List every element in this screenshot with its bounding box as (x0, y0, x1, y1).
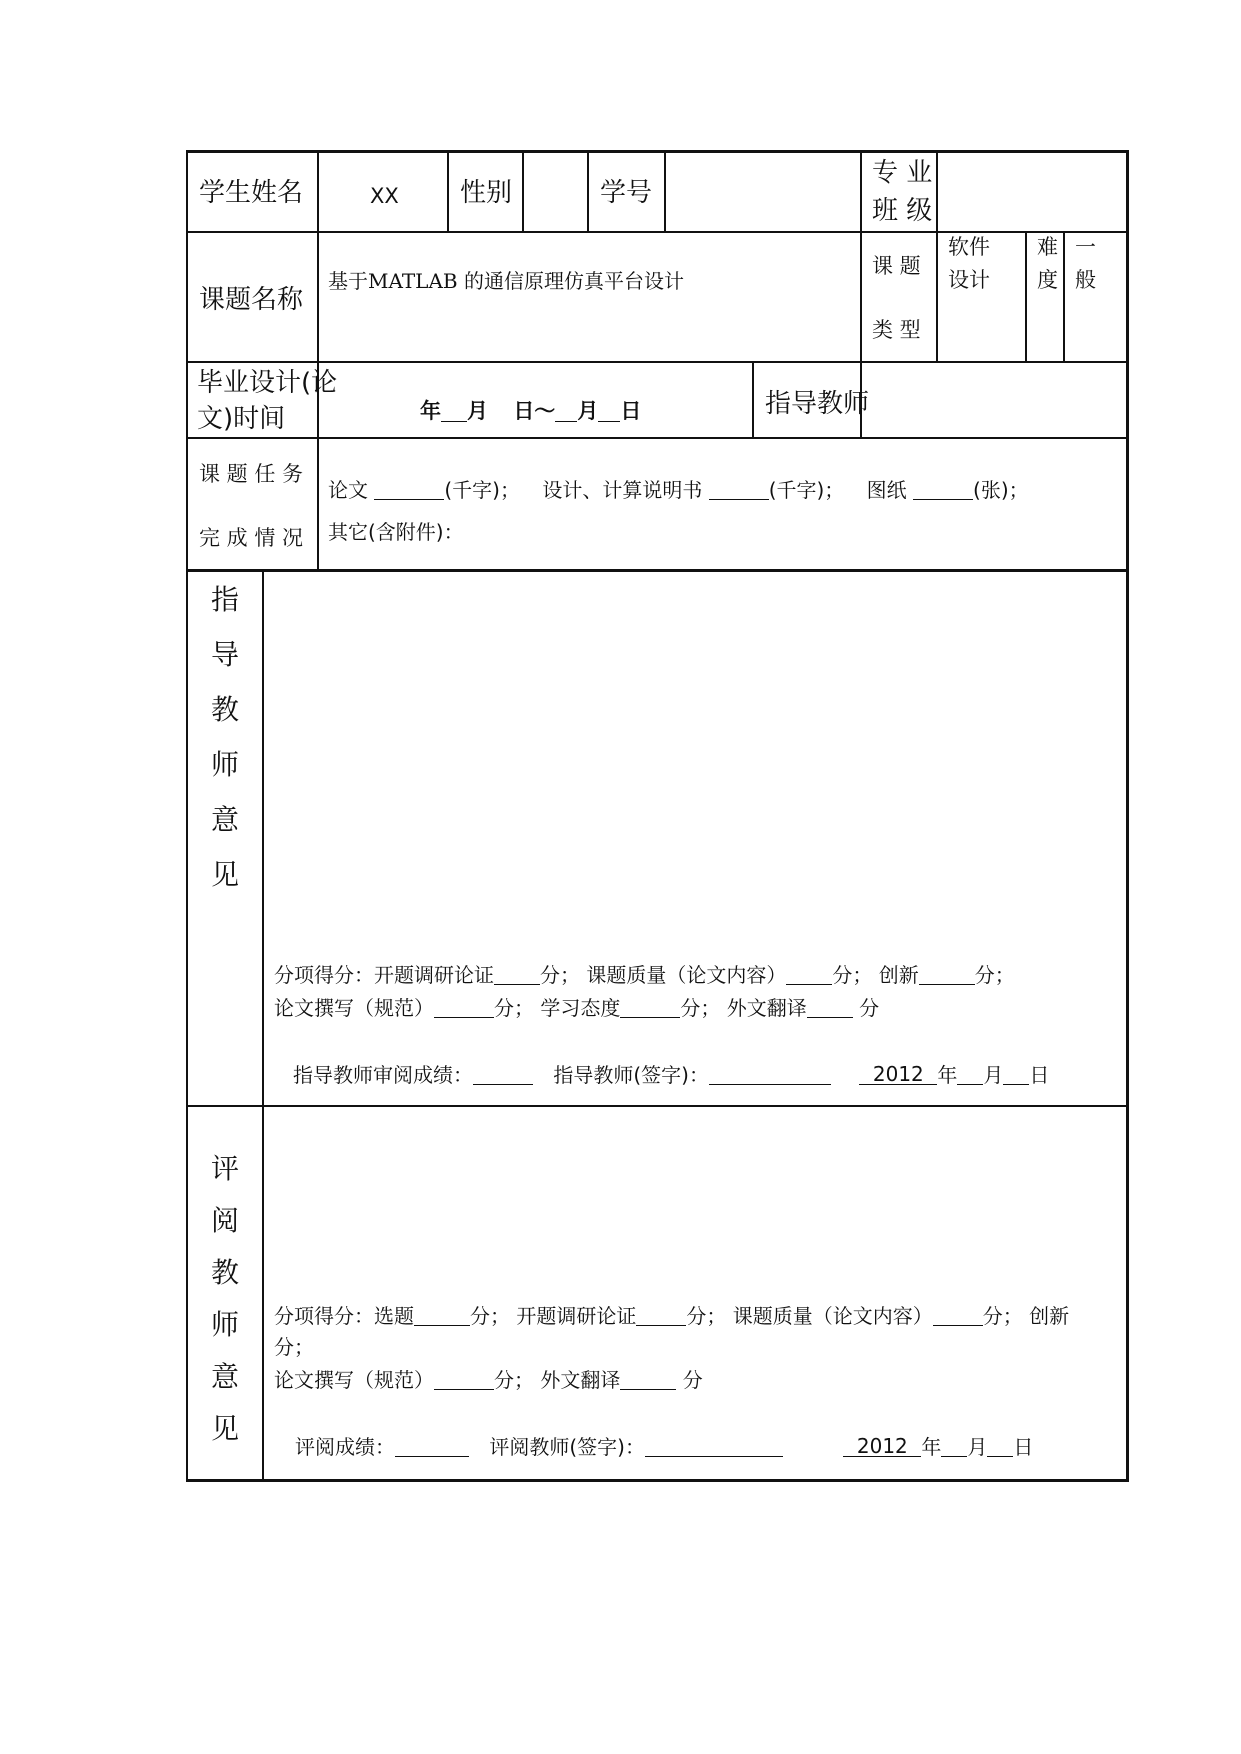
score-blank[interactable] (636, 1305, 686, 1326)
thesis-label: 论文 (328, 478, 368, 502)
topic-type-value-line1: 软件 (948, 235, 990, 259)
score-item-label: 分项得分：开题调研论证 (274, 963, 494, 987)
score-blank[interactable] (620, 997, 680, 1018)
score-blank[interactable] (786, 964, 832, 985)
score-blank[interactable] (620, 1369, 676, 1390)
student-name-value[interactable]: XX (370, 184, 399, 208)
day-blank[interactable] (1003, 1064, 1029, 1085)
row-divider (186, 569, 1129, 572)
side-char: 教 (210, 693, 239, 726)
score-item-label: 分； 外文翻译 (680, 996, 807, 1020)
sheets-label: (张)； (973, 478, 1029, 502)
task-label-line2: 完 成 情 况 (199, 526, 304, 550)
drawings-blank[interactable] (913, 479, 973, 500)
supervisor-opinion-side-label (205, 572, 245, 902)
year-char: 年 (420, 399, 441, 423)
side-char: 教 (210, 1256, 239, 1289)
score-item-label: 分； 学习态度 (494, 996, 621, 1020)
side-char: 见 (210, 858, 239, 891)
supervisor-sign-label: 指导教师(签字)： (553, 1063, 709, 1087)
supervisor-grade-label: 指导教师审阅成绩： (293, 1063, 473, 1087)
col-divider (752, 361, 754, 439)
score-blank[interactable] (434, 1369, 494, 1390)
col-divider (262, 569, 264, 1482)
supervisor-opinion-area[interactable] (265, 573, 1125, 953)
score-blank[interactable] (414, 1305, 470, 1326)
score-item-label: 分； (974, 963, 1015, 987)
reviewer-grade-blank[interactable] (395, 1436, 469, 1457)
topic-type-value-line2: 设计 (948, 268, 990, 292)
table-border-bottom (186, 1479, 1129, 1482)
design-time-label-line1: 毕业设计(论 (197, 368, 338, 398)
student-id-field[interactable] (666, 153, 859, 231)
reviewer-sign-label: 评阅教师(签字)： (489, 1435, 645, 1459)
score-item-label: 分； 课题质量（论文内容） (686, 1304, 933, 1328)
score-item-label: 分； 开题调研论证 (470, 1304, 637, 1328)
side-char: 师 (210, 1308, 239, 1341)
day-range-char: 日〜 (513, 399, 556, 423)
student-name-label: 学生姓名 (199, 178, 304, 208)
reviewer-sign-blank[interactable] (645, 1436, 783, 1457)
row-divider (186, 231, 1129, 233)
supervisor-sign-blank[interactable] (709, 1064, 831, 1085)
task-completion-line1 (328, 479, 1029, 500)
gender-label: 性别 (460, 178, 513, 208)
supervisor-name-field[interactable] (862, 363, 1126, 437)
row-divider (186, 1105, 1129, 1107)
others-label[interactable]: 其它(含附件)： (328, 520, 464, 544)
year-text: 2012 (872, 1062, 924, 1086)
side-char: 阅 (210, 1204, 239, 1237)
topic-type-line1: 课 题 (872, 254, 921, 278)
reviewer-score-line1-wrap: 分； (274, 1335, 314, 1359)
table-border-right (1126, 150, 1129, 1482)
gender-field[interactable] (524, 153, 586, 231)
score-item-label: 分 (859, 996, 880, 1020)
score-item-label: 分； 课题质量（论文内容） (540, 963, 787, 987)
month-char: 月 (983, 1063, 1004, 1087)
difficulty-value-line2: 般 (1075, 268, 1096, 292)
supervisor-grade-line (293, 1064, 1049, 1085)
day-blank[interactable] (987, 1436, 1013, 1457)
day-char: 日 (620, 399, 642, 423)
month-blank[interactable] (941, 1436, 967, 1457)
year-char: 年 (937, 1063, 958, 1087)
side-char: 见 (210, 1412, 239, 1445)
day-blank[interactable] (598, 401, 620, 422)
score-item-label: 分； 外文翻译 (494, 1368, 621, 1392)
supervisor-label: 指导教师 (765, 389, 870, 419)
supervisor-score-line2 (274, 997, 879, 1018)
month-char: 月 (467, 399, 488, 423)
design-time-label-line2: 文)时间 (197, 404, 286, 434)
col-divider (447, 150, 449, 233)
col-divider (1063, 231, 1065, 363)
design-calc-blank[interactable] (709, 479, 769, 500)
day-char: 日 (1029, 1063, 1050, 1087)
score-item-label: 分 (682, 1368, 703, 1392)
reviewer-score-line2 (274, 1369, 703, 1390)
thesis-words-blank[interactable] (374, 479, 444, 500)
thousand-chars-label: (千字)； (768, 478, 845, 502)
major-label-line1: 专 业 (872, 158, 933, 188)
topic-type-line2: 类 型 (872, 318, 921, 342)
reviewer-opinion-area[interactable] (265, 1108, 1125, 1298)
topic-name-label: 课题名称 (199, 285, 304, 315)
task-label-line1: 课 题 任 务 (199, 462, 304, 486)
drawings-label: 图纸 (866, 478, 907, 502)
design-calc-label: 设计、计算说明书 (542, 478, 703, 502)
day-char: 日 (1013, 1435, 1034, 1459)
reviewer-grade-label: 评阅成绩： (295, 1435, 395, 1459)
col-divider (1025, 231, 1027, 363)
year-text: 2012 (856, 1434, 908, 1458)
design-time-range[interactable] (420, 401, 641, 422)
month-blank[interactable] (441, 401, 467, 422)
col-divider (317, 437, 319, 571)
supervisor-grade-blank[interactable] (473, 1064, 533, 1085)
side-char: 导 (210, 638, 239, 671)
side-char: 意 (210, 803, 239, 836)
year-char: 年 (921, 1435, 942, 1459)
year-value[interactable] (843, 1436, 921, 1457)
col-divider (587, 150, 589, 233)
reviewer-grade-line (295, 1436, 1033, 1457)
score-blank[interactable] (434, 997, 494, 1018)
thousand-chars-label: (千字)； (444, 478, 520, 502)
month-char: 月 (967, 1435, 988, 1459)
month-blank[interactable] (555, 401, 577, 422)
score-blank[interactable] (494, 964, 540, 985)
table-border-left (186, 150, 188, 1482)
score-blank[interactable] (919, 964, 975, 985)
major-label-line2: 班 级 (872, 196, 933, 226)
month-blank[interactable] (957, 1064, 983, 1085)
score-item-label: 分； 创新 (832, 963, 919, 987)
side-char: 师 (210, 748, 239, 781)
supervisor-score-line1 (274, 964, 1015, 985)
score-item-label: 论文撰写（规范） (274, 996, 434, 1020)
student-id-label: 学号 (600, 178, 653, 208)
reviewer-score-line1 (274, 1305, 1069, 1326)
side-char: 评 (210, 1152, 239, 1185)
topic-name-value[interactable]: 基于MATLAB 的通信原理仿真平台设计 (328, 269, 684, 293)
side-char: 指 (210, 583, 239, 616)
row-divider (186, 437, 1129, 439)
score-item-label: 分； 创新 (982, 1304, 1070, 1328)
side-char: 意 (210, 1360, 239, 1393)
difficulty-label-line2: 度 (1037, 268, 1058, 292)
col-divider (860, 150, 862, 363)
difficulty-value-line1: 一 (1075, 235, 1096, 259)
score-blank[interactable] (933, 1305, 983, 1326)
major-class-field[interactable] (938, 153, 1126, 231)
month-char: 月 (577, 399, 599, 423)
year-value[interactable] (859, 1064, 937, 1085)
score-item-label: 论文撰写（规范） (274, 1368, 434, 1392)
score-blank[interactable] (807, 997, 853, 1018)
difficulty-label-line1: 难 (1037, 235, 1058, 259)
reviewer-opinion-side-label (205, 1143, 245, 1455)
score-item-label: 分项得分：选题 (274, 1304, 414, 1328)
